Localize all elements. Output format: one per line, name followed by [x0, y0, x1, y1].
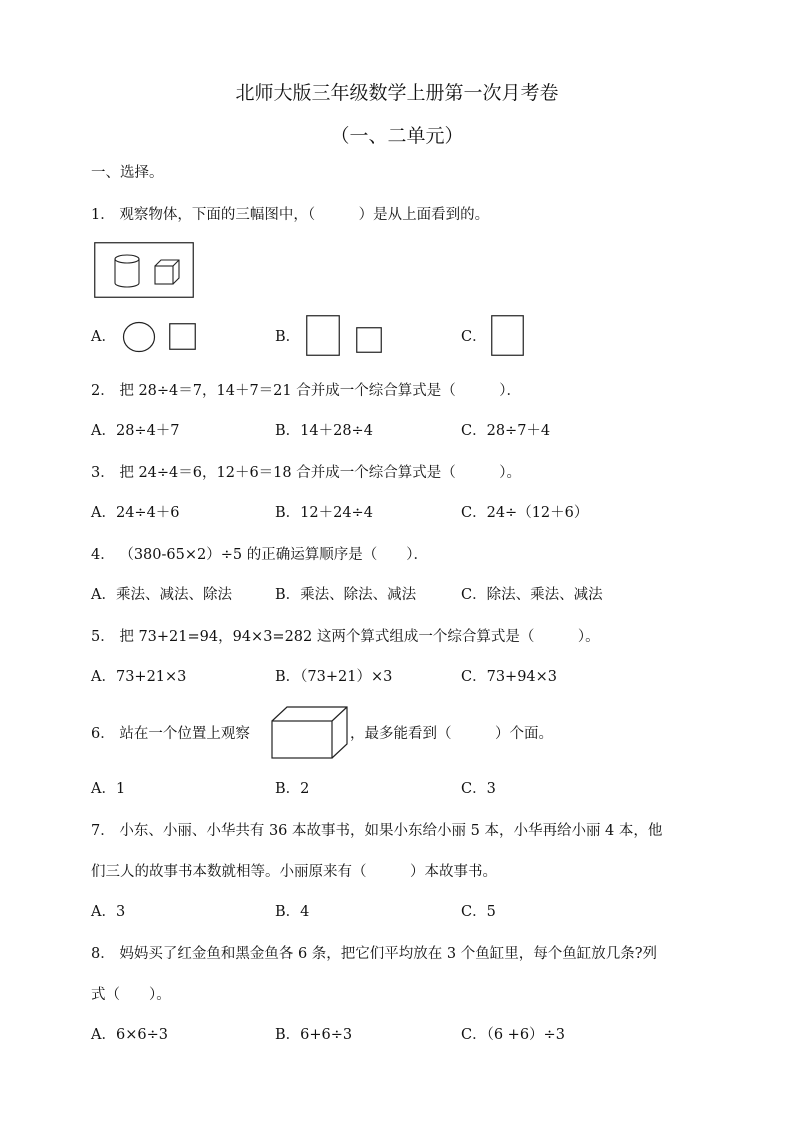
cylinder-cube-figure: [94, 242, 194, 298]
question-8-option-b: B．6+6÷3: [275, 1027, 353, 1043]
tall-rectangle-shape-icon: [491, 315, 524, 356]
question-3-stem: 3． 把 24÷4＝6，12＋6＝18 合并成一个综合算式是（ ）。: [91, 465, 521, 481]
question-8-option-a: A．6×6÷3: [91, 1027, 168, 1043]
question-3-option-b: B．12＋24÷4: [275, 505, 373, 521]
question-2-option-c: C．28÷7＋4: [461, 423, 551, 439]
question-1-stem: 1． 观察物体，下面的三幅图中，（ ）是从上面看到的。: [91, 207, 490, 223]
question-6-option-c: C．3: [461, 781, 496, 797]
question-6-option-b: B．2: [275, 781, 310, 797]
question-4-option-b: B．乘法、除法、减法: [275, 587, 417, 603]
question-5-stem: 5． 把 73+21=94，94×3=282 这两个算式组成一个综合算式是（ ）。: [91, 629, 600, 645]
question-1-option-a: A．: [91, 329, 116, 345]
question-8-stem-line1: 8． 妈妈买了红金鱼和黑金鱼各 6 条，把它们平均放在 3 个鱼缸里，每个鱼缸放几条?列: [91, 946, 657, 962]
page-title: 北师大版三年级数学上册第一次月考卷: [235, 82, 559, 104]
question-1-option-b: B．: [275, 329, 301, 345]
question-3-option-c: C．24÷（12＋6）: [461, 505, 589, 521]
question-4-option-a: A．乘法、减法、除法: [91, 587, 232, 603]
question-5-option-a: A．73+21×3: [91, 669, 187, 685]
question-8-stem-line2: 式（ ）。: [91, 987, 171, 1003]
circle-shape-icon: [122, 321, 156, 353]
section-heading: 一、选择。: [91, 165, 164, 181]
question-4-stem: 4． （380-65×2）÷5 的正确运算顺序是（ ）．: [91, 547, 428, 563]
question-7-option-b: B．4: [275, 904, 310, 920]
question-7-stem-line2: 们三人的故事书本数就相等。小丽原来有（ ）本故事书。: [91, 864, 497, 880]
cuboid-figure: [271, 706, 349, 760]
question-1-option-c: C．: [461, 329, 487, 345]
question-8-option-c: C．（6 +6）÷3: [461, 1027, 565, 1043]
tall-rectangle-shape-icon: [306, 315, 340, 356]
question-3-option-a: A．24÷4＋6: [91, 505, 180, 521]
question-2-stem: 2． 把 28÷4＝7，14＋7＝21 合并成一个综合算式是（ ）．: [91, 383, 521, 399]
square-shape-icon: [356, 327, 382, 353]
question-6-stem-start: 6． 站在一个位置上观察: [91, 726, 250, 742]
question-5-option-c: C．73+94×3: [461, 669, 558, 685]
square-shape-icon: [169, 323, 196, 350]
question-7-option-a: A．3: [91, 904, 126, 920]
question-7-stem-line1: 7． 小东、小丽、小华共有 36 本故事书，如果小东给小丽 5 本，小华再给小丽 4 本，他: [91, 823, 663, 839]
page-subtitle: （一、二单元）: [330, 125, 464, 147]
question-6-stem-end: ，最多能看到（ ）个面。: [350, 726, 553, 742]
question-2-option-b: B．14＋28÷4: [275, 423, 373, 439]
question-4-option-c: C．除法、乘法、减法: [461, 587, 603, 603]
question-7-option-c: C．5: [461, 904, 496, 920]
question-5-option-b: B．（73+21）×3: [275, 669, 393, 685]
question-2-option-a: A．28÷4＋7: [91, 423, 180, 439]
question-6-option-a: A．1: [91, 781, 126, 797]
